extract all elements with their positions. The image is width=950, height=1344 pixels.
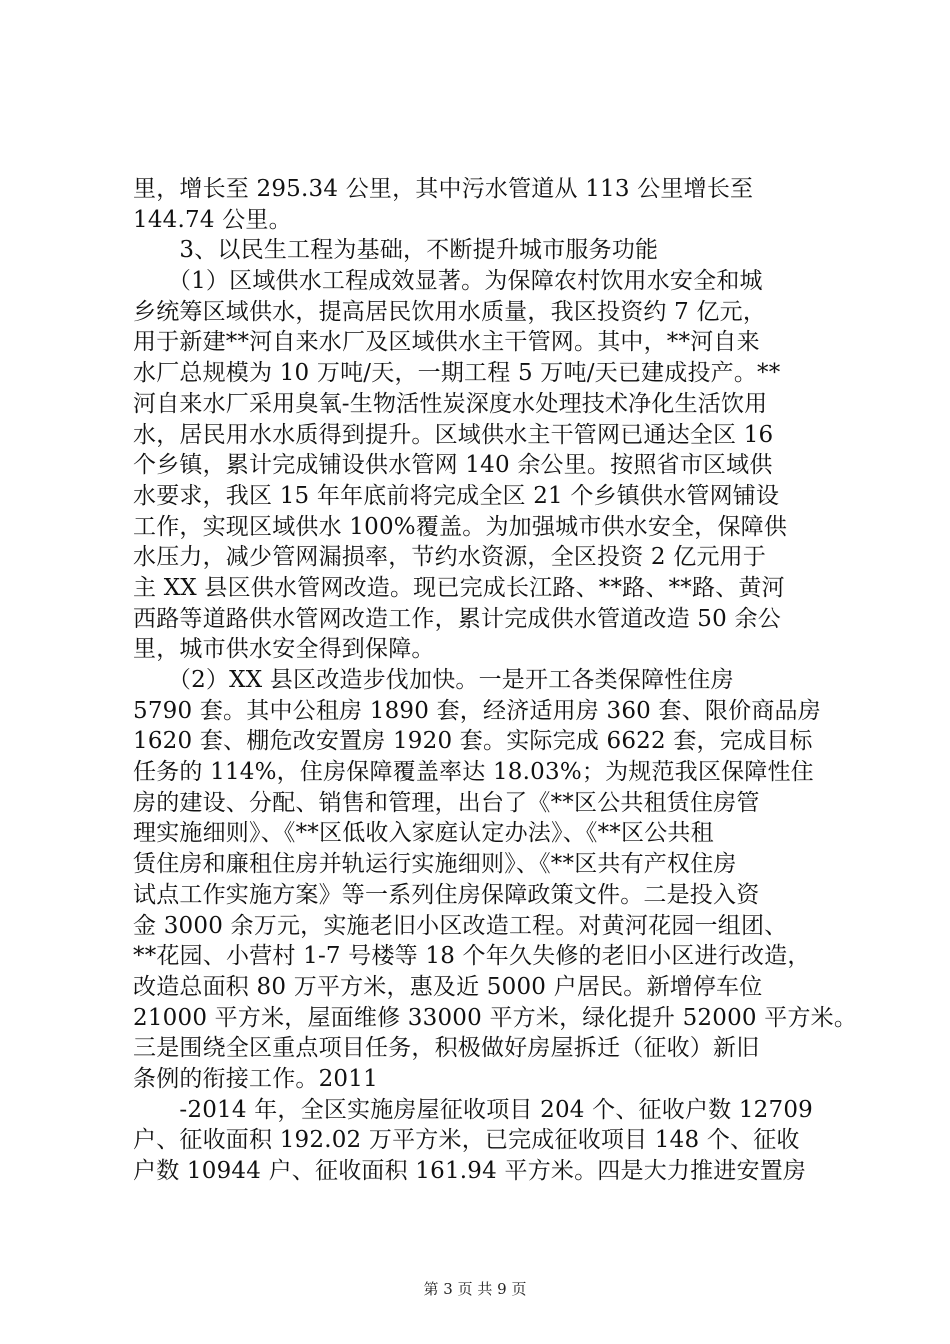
text-line: 主 XX 县区供水管网改造。现已完成长江路、**路、**路、黄河 <box>133 574 785 601</box>
text-line: 金 3000 余万元，实施老旧小区改造工程。对黄河花园一组团、 <box>133 912 788 939</box>
text-line: 乡统筹区域供水，提高居民饮用水质量，我区投资约 7 亿元， <box>133 298 767 325</box>
text-line: 里，城市供水安全得到保障。 <box>133 636 435 663</box>
text-line: 户数 10944 户、征收面积 161.94 平方米。四是大力推进安置房 <box>133 1158 807 1184</box>
text-line: 户、征收面积 192.02 万平方米，已完成征收项目 148 个、征收 <box>133 1127 800 1154</box>
text-line: **花园、小营村 1-7 号楼等 18 个年久失修的老旧小区进行改造， <box>133 943 811 970</box>
text-line: -2014 年，全区实施房屋征收项目 204 个、征收户数 12709 <box>133 1096 814 1123</box>
text-line: 任务的 114%，住房保障覆盖率达 18.03%；为规范我区保障性住 <box>133 759 814 786</box>
text-line: 21000 平方米，屋面维修 33000 平方米，绿化提升 52000 平方米。 <box>133 1004 858 1031</box>
text-line: 水厂总规模为 10 万吨/天，一期工程 5 万吨/天已建成投产。** <box>133 360 781 387</box>
text-line: 理实施细则》、《**区低收入家庭认定办法》、《**区公共租 <box>133 820 714 847</box>
text-line: 赁住房和廉租住房并轨运行实施细则》、《**区共有产权住房 <box>133 851 737 878</box>
text-line: 用于新建**河自来水厂及区域供水主干管网。其中，**河自来 <box>133 329 760 356</box>
text-line: 试点工作实施方案》等一系列住房保障政策文件。二是投入资 <box>133 881 760 908</box>
text-line: 条例的衔接工作。2011 <box>133 1065 378 1092</box>
section-heading: 3、以民生工程为基础，不断提升城市服务功能 <box>133 237 659 264</box>
text-line: 1620 套、棚危改安置房 1920 套。实际完成 6622 套，完成目标 <box>133 728 813 755</box>
text-line: 河自来水厂采用臭氧-生物活性炭深度水处理技术净化生活饮用 <box>133 390 768 417</box>
text-line: 里，增长至 295.34 公里，其中污水管道从 113 公里增长至 <box>133 176 754 202</box>
text-line: 水，居民用水水质得到提升。区域供水主干管网已通达全区 16 <box>133 421 774 448</box>
text-line: 水要求，我区 15 年年底前将完成全区 21 个乡镇供水管网铺设 <box>133 482 780 509</box>
text-line: 房的建设、分配、销售和管理，出台了《**区公共租赁住房管 <box>133 789 760 816</box>
paragraph-start: （1）区域供水工程成效显著。为保障农村饮用水安全和城 <box>133 268 763 295</box>
text-line: 三是围绕全区重点项目任务，积极做好房屋拆迁（征收）新旧 <box>133 1035 760 1062</box>
text-line: 5790 套。其中公租房 1890 套，经济适用房 360 套、限价商品房 <box>133 697 821 724</box>
body-text <box>133 174 858 1187</box>
paragraph-start: （2）XX 县区改造步伐加快。一是开工各类保障性住房 <box>133 667 734 693</box>
text-line: 144.74 公里。 <box>133 206 292 233</box>
text-line: 工作，实现区域供水 100%覆盖。为加强城市供水安全，保障供 <box>133 513 788 540</box>
page-number-footer: 第 3 页 共 9 页 <box>423 1280 527 1298</box>
text-line: 改造总面积 80 万平方米，惠及近 5000 户居民。新增停车位 <box>133 973 763 1000</box>
text-line: 西路等道路供水管网改造工作，累计完成供水管道改造 50 余公 <box>133 605 781 632</box>
text-line: 个乡镇，累计完成铺设供水管网 140 余公里。按照省市区域供 <box>133 452 773 479</box>
text-line: 水压力，减少管网漏损率，节约水资源，全区投资 2 亿元用于 <box>133 544 767 571</box>
